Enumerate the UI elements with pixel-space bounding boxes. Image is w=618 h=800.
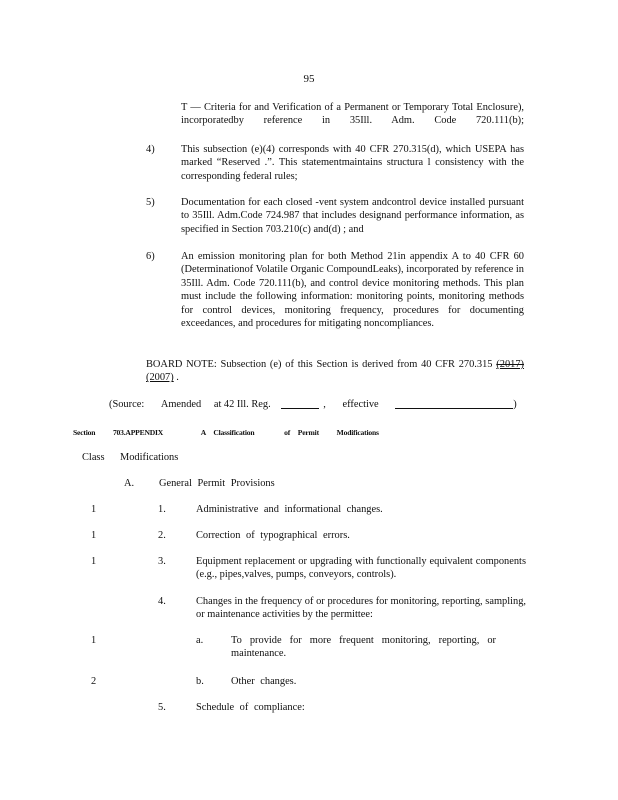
- item-number-5: 5): [146, 197, 155, 208]
- effective-date-blank: [395, 398, 513, 409]
- row-3-class: 1: [91, 556, 97, 567]
- heading-of: of: [284, 428, 291, 437]
- subrow-b-text: Other changes.: [231, 676, 297, 687]
- source-amended: Amended: [160, 399, 202, 410]
- subrow-a-class: 1: [91, 635, 97, 646]
- item-4-text: This subsection (e)(4) corresponds with 40 CFR 270.315(d), which USEPA has marked “Reserved .”. This statementmaintains structura l consistency with the corresponding federal rules;: [181, 144, 524, 182]
- source-close: ): [513, 399, 517, 410]
- subrow-b-class: 2: [91, 676, 97, 687]
- group-letter-a: A.: [124, 478, 135, 489]
- subrow-a-text: To provide for more frequent monitoring, reporting, or maintenance.: [231, 635, 496, 660]
- row-1-class: 1: [91, 504, 97, 515]
- board-note-struck-year: (2017): [496, 359, 524, 370]
- section-heading: [73, 426, 379, 439]
- modifications-column-header: Modifications: [120, 452, 179, 463]
- class-column-header: Class: [82, 452, 105, 463]
- row-3-text: Equipment replacement or upgrading with functionally equivalent components (e.g., pipes,valves, pumps, conveyors, controls).: [196, 556, 526, 581]
- row-4-number: 4.: [158, 596, 166, 607]
- group-a-title: General Permit Provisions: [159, 478, 275, 489]
- board-note-text: BOARD NOTE: Subsection (e) of this Section is derived from 40 CFR 270.315: [146, 359, 493, 370]
- source-effective: effective: [342, 399, 379, 410]
- section-label: Section: [73, 428, 96, 437]
- board-note-tail: .: [173, 372, 179, 384]
- row-1-number: 1.: [158, 504, 166, 515]
- row-2-class: 1: [91, 530, 97, 541]
- item-number-4: 4): [146, 144, 155, 155]
- board-note: [146, 358, 524, 385]
- row-4-text: Changes in the frequency of or procedures for monitoring, reporting, sampling, or maintenance activities by the permittee:: [196, 596, 526, 621]
- row-5-text: Schedule of compliance:: [196, 702, 305, 713]
- heading-classification: Classification: [213, 428, 255, 437]
- subrow-a-letter: a.: [196, 635, 204, 646]
- item-number-6: 6): [146, 251, 155, 262]
- register-page-blank: [281, 398, 319, 409]
- item-5-text: Documentation for each closed -vent system andcontrol device installed pursuant to 35Ill. Adm.Code 724.987 that includes designand performance information, as specified in Section 703.210(c) and(d) ; and: [181, 197, 524, 235]
- board-note-added-year: (2007): [146, 372, 174, 384]
- source-register: at 42 Ill. Reg.: [213, 399, 271, 410]
- section-number: 703.APPENDIX: [112, 428, 164, 437]
- heading-permit: Permit: [297, 428, 319, 437]
- source-line: [109, 398, 529, 411]
- row-2-text: Correction of typographical errors.: [196, 530, 350, 541]
- source-comma: ,: [323, 399, 326, 410]
- heading-modifications: Modifications: [336, 428, 379, 437]
- row-1-text: Administrative and informational changes.: [196, 504, 383, 515]
- item-6-text: An emission monitoring plan for both Method 21in appendix A to 40 CFR 60 (Determinationof Volatile Organic CompoundLeaks), incorporated by reference in 35Ill. Adm. Code 720.111(b), and control device monitoring methods. This plan must include the following information: monitoring points, monitoring methods for control devices, monitoring frequency, procedures for documenting exceedances, and procedures for mitigating noncompliances.: [181, 251, 524, 330]
- subrow-b-letter: b.: [196, 676, 204, 687]
- continued-item-text: T — Criteria for and Verification of a Permanent or Temporary Total Enclosure), incorporatedby reference in 35Ill. Adm. Code 720.111(b);: [181, 102, 524, 127]
- appendix-letter: A: [200, 428, 206, 437]
- page-number: 95: [303, 73, 315, 85]
- row-5-number: 5.: [158, 702, 166, 713]
- source-open: (Source:: [109, 399, 145, 410]
- row-2-number: 2.: [158, 530, 166, 541]
- row-3-number: 3.: [158, 556, 166, 567]
